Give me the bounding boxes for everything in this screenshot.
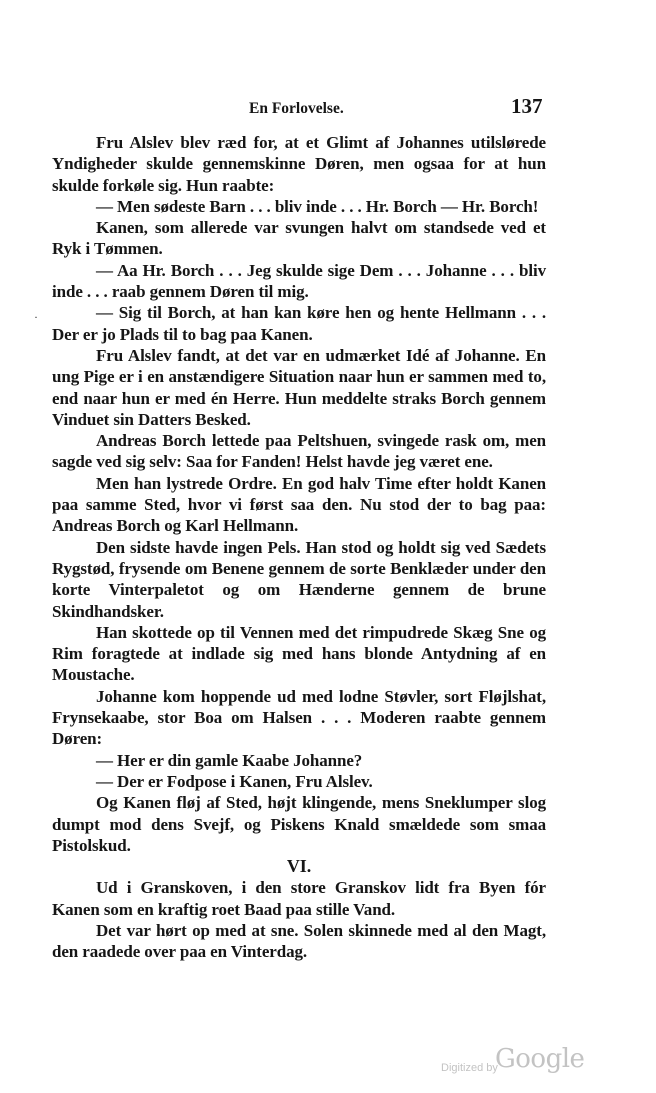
paragraph: Johanne kom hoppende ud med lodne Støvler, sort Fløjlshat, Frynsekaabe, stor Boa om Halsen . . . Moderen raabte gennem Døren:	[52, 686, 546, 749]
dialogue-line: — Der er Fodpose i Kanen, Fru Alslev.	[96, 771, 373, 791]
paragraph: Ud i Granskoven, i den store Granskov lidt fra Byen fór Kanen som en kraftig roet Baad paa stille Vand.	[52, 878, 546, 919]
running-title: En Forlovelse.	[249, 100, 344, 117]
section-heading: VI.	[286, 856, 312, 877]
page-body	[52, 132, 546, 963]
paragraph: Kanen, som allerede var svungen halvt om standsede ved et Ryk i Tømmen.	[52, 218, 546, 259]
paragraph: Den sidste havde ingen Pels. Han stod og holdt sig ved Sædets Rygstød, frysende om Benene gennem de sorte Benklæder under den korte Vinterpaletot og om Hænderne gennem de brune Skindhandsker.	[52, 537, 546, 621]
dialogue-line: — Sig til Borch, at han kan køre hen og hente Hellmann . . . Der er jo Plads til to bag paa Kanen.	[52, 303, 546, 344]
page-number: 137	[511, 94, 543, 118]
dialogue-line: — Her er din gamle Kaabe Johanne?	[96, 750, 363, 770]
paragraph: Men han lystrede Ordre. En god halv Time efter holdt Kanen paa samme Sted, hvor vi først saa den. Nu stod der to bag paa: Andreas Borch og Karl Hellmann.	[52, 473, 546, 536]
google-logo: Google	[495, 1044, 585, 1074]
dialogue-line: — Aa Hr. Borch . . . Jeg skulde sige Dem . . . Johanne . . . bliv inde . . . raab gennem Døren til mig.	[52, 260, 546, 302]
paragraph: Fru Alslev fandt, at det var en udmærket Idé af Johanne. En ung Pige er i en anstændigere Situation naar hun er sammen med to, end naar hun er med én Herre. Hun meddelte straks Borch gennem Vinduet sin Datters Besked.	[52, 345, 546, 429]
paragraph: Det var hørt op med at sne. Solen skinnede med al den Magt, den raadede over paa en Vinterdag.	[52, 920, 546, 962]
margin-mark: ·	[34, 310, 38, 324]
paragraph: Han skottede op til Vennen med det rimpudrede Skæg Sne og Rim foragtede at indlade sig med hans blonde Antydning af en Moustache.	[52, 622, 546, 685]
paragraph: Og Kanen fløj af Sted, højt klingende, mens Sneklumper slog dumpt mod dens Svejf, og Piskens Knald smældede som smaa Pistolskud.	[52, 793, 546, 855]
running-header	[0, 94, 656, 124]
paragraph: Andreas Borch lettede paa Peltshuen, svingede rask om, men sagde ved sig selv: Saa for Fanden! Helst havde jeg været ene.	[52, 431, 546, 472]
paragraph: Fru Alslev blev ræd for, at et Glimt af Johannes utilslørede Yndigheder skulde gennemskinne Døren, men ogsaa for at hun skulde forkøle sig. Hun raabte:	[52, 133, 546, 195]
digitized-by-label: Digitized by	[441, 1062, 498, 1074]
dialogue-line: — Men sødeste Barn . . . bliv inde . . . Hr. Borch — Hr. Borch!	[96, 196, 539, 216]
